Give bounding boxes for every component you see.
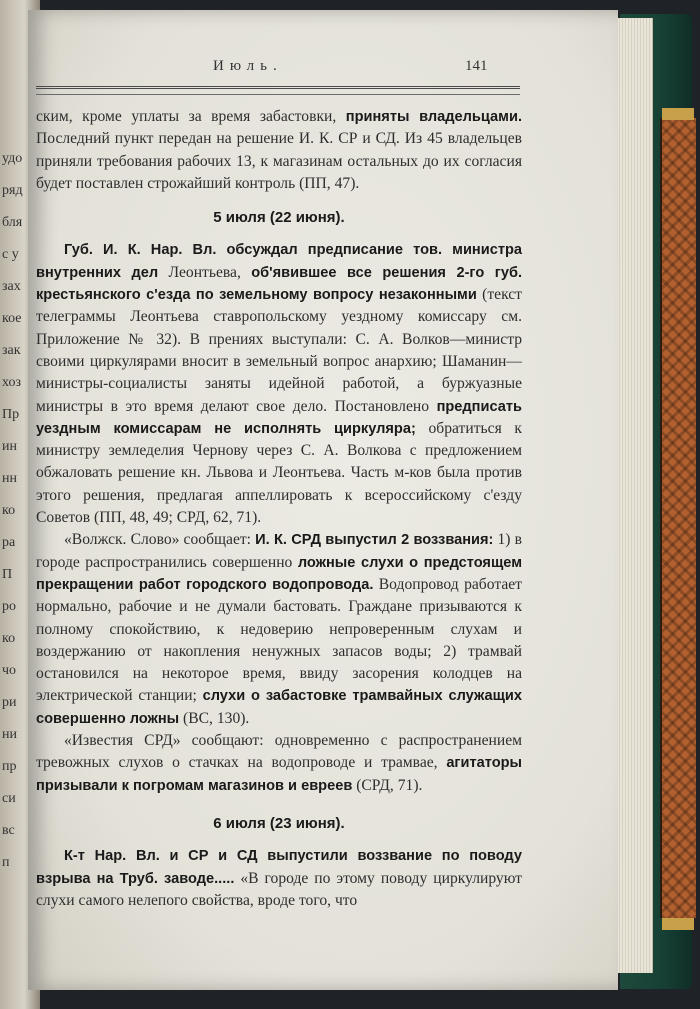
text-run: (ВС, 130). (179, 709, 250, 727)
bold-run: слухи о забастовке трамвайных служащих совершенно ложны (36, 688, 522, 727)
book-page (28, 10, 618, 990)
bold-run: агитаторы призывали к погромам магазинов и евреев (36, 755, 522, 794)
text-run: «В городе по этому поводу циркулируют слухи самого нелепого свойства, вроде того, что (36, 869, 522, 909)
left-page-fragment: п (2, 855, 10, 870)
left-page-fragment: ри (2, 695, 17, 710)
left-page-fragment: вс (2, 823, 15, 838)
paragraph-izvestia-srd (36, 730, 522, 797)
left-page-fragment: П (2, 567, 13, 582)
left-page-fragment: ряд (2, 183, 23, 198)
left-page-fragment: ин (2, 439, 17, 454)
left-page-fragment: пр (2, 759, 17, 774)
left-page-fragment: хоз (2, 375, 21, 390)
text-run: 1) в городе распространились совершенно (36, 531, 522, 571)
bold-run: об'явившее все решения 2-го губ. крестьянского с'езда по земельному вопросу незаконными (36, 264, 523, 304)
paragraph-gub-ik (36, 239, 522, 529)
bold-run: Губ. И. К. Нар. Вл. обсуждал предписание тов. министра внутренних дел (36, 242, 522, 281)
text-run: Водопровод работает нормально, рабочие и не думали бастовать. Граждане призываются к полному спокойствию, к недоверию непроверенным слухам и воздержанию от накопления ненужных запасов воды; 2) трамвай остановился на некоторое время, ввиду засорения колодцев на электрической станции; (36, 575, 522, 705)
running-head (28, 58, 618, 82)
paragraph-continuation (36, 106, 522, 195)
left-page-fragment: удо (2, 151, 23, 166)
text-run: (СРД, 71). (352, 776, 423, 794)
left-page-fragment: ро (2, 599, 16, 614)
left-page-fragment: Пр (2, 407, 20, 422)
left-page-fragment: чо (2, 663, 17, 678)
running-title: Июль. (213, 58, 283, 74)
left-page-fragment: нн (2, 471, 17, 486)
page-number: 141 (465, 58, 488, 74)
bold-run: К-т Нар. Вл. и СР и СД выпустили воззвание по поводу взрыва на Труб. заводе..... (36, 848, 522, 887)
paragraph-kt-nar-vl (36, 845, 522, 912)
left-page-fragment: си (2, 791, 16, 806)
left-page-fragment: кое (2, 311, 22, 326)
left-page-fragment: ни (2, 727, 17, 742)
left-page-fragment: зак (2, 343, 21, 358)
left-page-fragment: ко (2, 631, 16, 646)
paragraph-volzhsk-slovo (36, 529, 522, 730)
left-page-fragment: ко (2, 503, 16, 518)
text-run: (текст телеграммы Леонтьева ставропольскому уездному комиссару см. Приложение № 32). В прениях выступали: С. А. Волков—министр своими циркулярами вносит в земельный вопрос анархию; Шаманин—министры-социалисты заняты идейной работой, а буржуазные министры в это время делают свое дело. Постановлено (36, 286, 522, 415)
left-page-fragment: ра (2, 535, 16, 550)
text-run: Леонтьева, (158, 263, 252, 281)
bold-run: предписать уездным комиссарам не исполнять циркуляра; (36, 398, 522, 437)
date-heading-july-6: 6 июля (23 июня). (213, 814, 345, 832)
leather-spine (660, 118, 696, 918)
header-rule (36, 86, 520, 95)
bold-run: ложные слухи о предстоящем прекращении работ городского водопровода. (36, 554, 522, 593)
text-run: ским, кроме уплаты за время забастовки, (36, 108, 346, 125)
leather-band-bottom (662, 918, 694, 930)
text-run: обратиться к министру земледелия Чернову через С. А. Волкова с предложением обжаловать решение кн. Львова и Леонтьева. Часть м-ков была против этого решения, предлагая аппеллировать к всероссийскому с'езду Советов (ПП, 48, 49; СРД, 62, 71). (36, 419, 522, 527)
left-page-fragment: с у (2, 247, 19, 262)
leather-band-top (662, 108, 694, 120)
bold-run: И. К. СРД выпустил 2 воззвания: (255, 532, 494, 549)
bold-run: приняты владельцами. (345, 109, 522, 125)
left-page-fragment: зах (2, 279, 21, 294)
date-heading-july-5: 5 июля (22 июня). (213, 209, 345, 227)
page-text (36, 106, 522, 912)
text-run: «Волжск. Слово» сообщает: (64, 531, 256, 549)
left-page-fragment: бля (2, 215, 23, 230)
text-run: Последний пункт передан на решение И. К. СР и СД. Из 45 владельцев приняли требования рабочих 13, к магазинам остальных до их согласия будет поставлен строжайший контроль (ПП, 47). (36, 130, 522, 192)
text-run: «Известия СРД» сообщают: одновременно с распространением тревожных слухов о стачках на водопроводе и трамвае, (36, 732, 522, 772)
